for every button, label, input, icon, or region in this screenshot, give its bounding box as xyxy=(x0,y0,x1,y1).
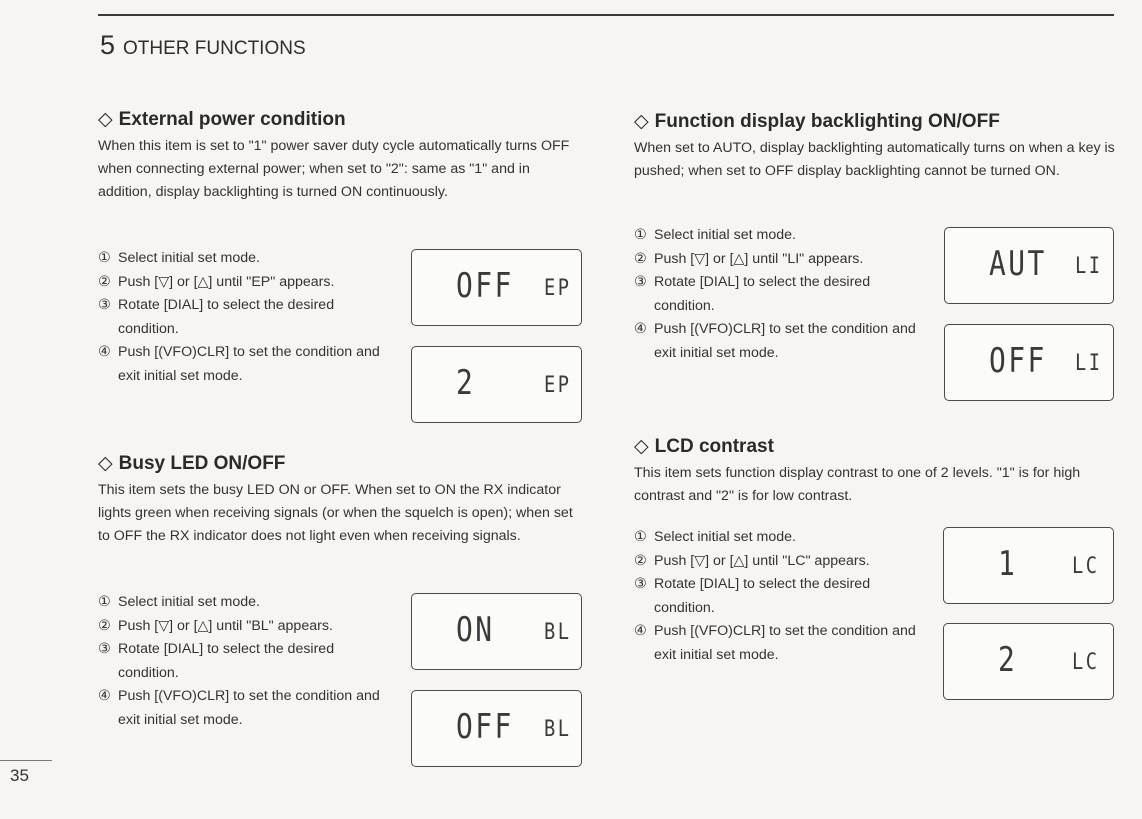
lcd-display xyxy=(943,623,1114,700)
lcd-code: LC xyxy=(1072,553,1100,579)
lcd-display xyxy=(944,227,1114,304)
lcd-code: LI xyxy=(1075,253,1103,279)
section-external-power xyxy=(98,108,583,204)
lcd-display xyxy=(944,324,1114,401)
steps-external-power xyxy=(98,247,398,388)
lcd-value: ON xyxy=(456,609,495,650)
section-title: ◇ LCD contrast xyxy=(634,436,774,457)
step-item: ① Select initial set mode. xyxy=(98,594,260,610)
lcd-code: LC xyxy=(1072,649,1100,675)
step-item: ② Push [▽] or [△] until "EP" appears. xyxy=(98,273,335,290)
chapter-heading xyxy=(100,30,306,61)
section-busy-led xyxy=(98,452,583,548)
step-item: ② Push [▽] or [△] until "BL" appears. xyxy=(98,617,333,634)
step-item: ② Push [▽] or [△] until "LC" appears. xyxy=(634,552,870,569)
page-number: 35 xyxy=(10,766,29,785)
step-item: ② Push [▽] or [△] until "LI" appears. xyxy=(634,250,864,267)
step-item: ④ Push [(VFO)CLR] to set the condition and exit initial set mode. xyxy=(634,623,916,663)
lcd-code: LI xyxy=(1075,350,1103,376)
lcd-display xyxy=(943,527,1114,604)
diamond-icon: ◇ xyxy=(634,436,649,457)
step-item: ④ Push [(VFO)CLR] to set the condition and exit initial set mode. xyxy=(98,688,380,728)
lcd-value: 1 xyxy=(998,543,1018,584)
steps-busy-led xyxy=(98,591,398,732)
lcd-display xyxy=(411,346,582,423)
page-number-rule xyxy=(0,760,52,761)
lcd-value: OFF xyxy=(989,340,1047,381)
lcd-display xyxy=(411,690,582,767)
lcd-code: BL xyxy=(544,716,572,742)
lcd-value: 2 xyxy=(456,362,476,403)
section-description: When this item is set to "1" power saver duty cycle automatically turns OFF when connecting external power; when set to "2": same as "1" and in addition, display backlighting is turned ON continuously. xyxy=(98,138,570,200)
diamond-icon: ◇ xyxy=(98,453,113,474)
lcd-code: EP xyxy=(544,275,572,301)
step-item: ① Select initial set mode. xyxy=(98,250,260,266)
step-item: ③ Rotate [DIAL] to select the desired condition. xyxy=(634,274,871,314)
step-item: ③ Rotate [DIAL] to select the desired condition. xyxy=(98,641,335,681)
section-title: ◇ External power condition xyxy=(98,109,346,130)
steps-backlighting xyxy=(634,224,934,365)
lcd-code: EP xyxy=(544,372,572,398)
diamond-icon: ◇ xyxy=(98,109,113,130)
lcd-display xyxy=(411,249,582,326)
section-title: ◇ Busy LED ON/OFF xyxy=(98,453,286,474)
lcd-value: OFF xyxy=(456,706,514,747)
diamond-icon: ◇ xyxy=(634,111,649,132)
chapter-number: 5 xyxy=(100,30,116,60)
step-item: ③ Rotate [DIAL] to select the desired condition. xyxy=(634,576,871,616)
step-item: ③ Rotate [DIAL] to select the desired condition. xyxy=(98,297,335,337)
steps-lcd-contrast xyxy=(634,526,934,667)
section-description: This item sets function display contrast to one of 2 levels. "1" is for high contrast and "2" is for low contrast. xyxy=(634,465,1081,504)
lcd-code: BL xyxy=(544,619,572,645)
step-item: ① Select initial set mode. xyxy=(634,227,796,243)
step-item: ④ Push [(VFO)CLR] to set the condition and exit initial set mode. xyxy=(98,344,380,384)
top-rule xyxy=(98,14,1114,16)
lcd-value: 2 xyxy=(998,639,1018,680)
section-description: This item sets the busy LED ON or OFF. When set to ON the RX indicator lights green when receiving signals (or when the squelch is open); when set to OFF the RX indicator does not light even when receiving signals. xyxy=(98,482,573,544)
step-item: ④ Push [(VFO)CLR] to set the condition and exit initial set mode. xyxy=(634,321,916,361)
lcd-display xyxy=(411,593,582,670)
section-backlighting xyxy=(634,110,1116,183)
section-lcd-contrast xyxy=(634,435,1116,508)
lcd-value: AUT xyxy=(989,243,1047,284)
section-description: When set to AUTO, display backlighting automatically turns on when a key is pushed; when set to OFF display backlighting cannot be turned ON. xyxy=(634,140,1115,179)
section-title: ◇ Function display backlighting ON/OFF xyxy=(634,111,1000,132)
chapter-title: OTHER FUNCTIONS xyxy=(123,38,306,59)
step-item: ① Select initial set mode. xyxy=(634,529,796,545)
lcd-value: OFF xyxy=(456,265,514,306)
